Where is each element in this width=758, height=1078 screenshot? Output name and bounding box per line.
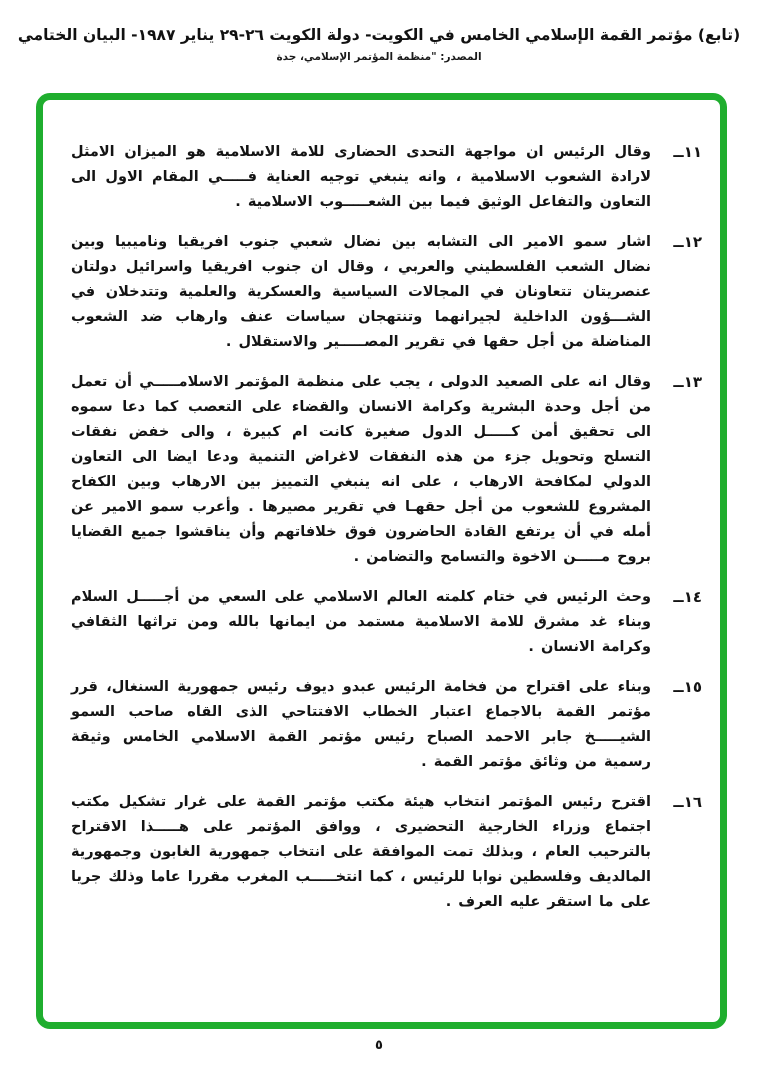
paragraph-text: وقال الرئيس ان مواجهة التحدى الحضارى للامة الاسلامية هو الميزان الامثل لارادة الشعوب الاسلامية ، وانه ينبغي توجيه العناية فـــــي المقام الاول الى التعاون والتفاعل الوثيق فيما بين الشعـــــوب الاسلامية . <box>71 144 651 210</box>
paragraph-text: اقترح رئيس المؤتمر انتخاب هيئة مكتب مؤتمر القمة على غرار تشكيل مكتب اجتماع وزراء الخارجية التحضيرى ، ووافق المؤتمر على هـــــذا الاقتراح بالترحيب العام ، وبذلك تمت الموافقة على انتخاب جمهورية الغابون وجمهورية المالديف وفلسطين نوابا للرئيس ، كما انتخـــــب المغرب مقررا عاما وذلك جريا على ما استقر عليه العرف . <box>71 794 651 910</box>
document-header <box>0 26 758 63</box>
paragraph-number: ١٣ــ <box>673 373 702 391</box>
paragraph-number: ١٢ــ <box>673 233 702 251</box>
content-frame <box>36 93 727 1029</box>
paragraph-item-15 <box>71 675 702 775</box>
paragraph-number: ١٤ــ <box>673 588 702 606</box>
document-title: (تابع) مؤتمر القمة الإسلامي الخامس في الكويت- دولة الكويت ٢٦-٢٩ يناير ١٩٨٧- البيان الختامي <box>17 26 741 44</box>
paragraph-text: اشار سمو الامير الى التشابه بين نضال شعبي جنوب افريقيا وناميبيا وبين نضال الشعب الفلسطيني والعربي ، وقال ان جنوب افريقيا واسرائيل دولتان عنصريتان تتعاونان في المجالات السياسية والعسكرية والعلمية وتتدخلان في الشـــؤون الداخلية لجيرانهما وتنتهجان سياسات عنف وارهاب ضد الشعوب المناضلة من أجل حقها في تقرير المصـــــير والاستقلال . <box>71 234 651 350</box>
paragraph-text: وحث الرئيس في ختام كلمته العالم الاسلامي على السعي من أجـــــل السلام وبناء غد مشرق للامة الاسلامية مستمد من ايمانها بالله ومن تراثها الثقافي وكرامة الانسان . <box>71 589 651 655</box>
paragraph-number: ١٥ــ <box>673 678 702 696</box>
paragraph-item-12 <box>71 230 702 355</box>
paragraph-item-14 <box>71 585 702 660</box>
page-number: ٥ <box>375 1038 383 1053</box>
paragraph-text: وبناء على اقتراح من فخامة الرئيس عبدو ديوف رئيس جمهورية السنغال، قرر مؤتمر القمة بالاجماع اعتبار الخطاب الافتتاحي الذى القاه صاحب السمو الشيـــــخ جابر الاحمد الصباح رئيس مؤتمر القمة الاسلامي الخامس وثيقة رسمية من وثائق مؤتمر القمة . <box>71 679 651 770</box>
paragraph-number: ١٦ــ <box>673 793 702 811</box>
paragraph-text: وقال انه على الصعيد الدولى ، يجب على منظمة المؤتمر الاسلامـــــي أن تعمل من أجل وحدة البشرية وكرامة الانسان والقضاء على التعصب كما دعا سموه الى تحقيق أمن كـــــل الدول صغيرة كانت ام كبيرة ، والى خفض نفقات التسلح وتحويل جزء من هذه النفقات لاغراض التنمية ودعا ايضا الى التعاون الدولي لمكافحة الارهاب ، على انه ينبغي التمييز بين الارهاب وبين الكفاح المشروع للشعوب من أجل حقهـا في تقرير مصيرها . وأعرب سمو الامير عن أمله في أن يرتفع القادة الحاضرون فوق خلافاتهم وأن يناقشوا جميع القضايا بروح مـــــن الاخوة والتسامح والتضامن . <box>71 374 651 565</box>
paragraph-item-13 <box>71 370 702 570</box>
paragraph-item-16 <box>71 790 702 915</box>
document-source-line: المصدر: "منظمة المؤتمر الإسلامي، جدة <box>276 51 482 63</box>
paragraph-item-11 <box>71 140 702 215</box>
paragraph-number: ١١ــ <box>673 143 702 161</box>
